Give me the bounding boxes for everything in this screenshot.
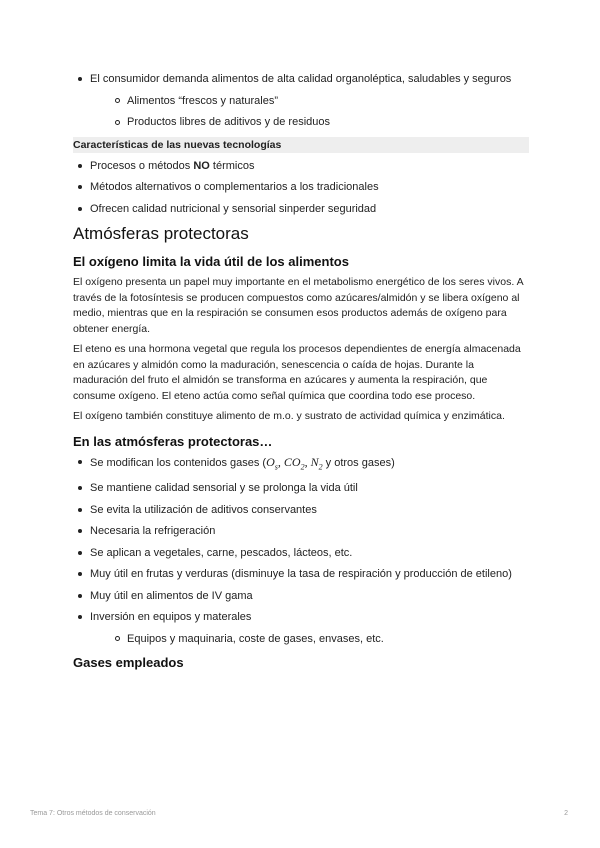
list-item: Se aplican a vegetales, carne, pescados, lácteos, etc.	[73, 546, 529, 560]
characteristics-list	[73, 159, 529, 216]
list-item: Ofrecen calidad nutricional y sensorial sinperder seguridad	[73, 202, 529, 216]
page-footer	[30, 810, 570, 817]
list-item	[73, 610, 529, 646]
protective-heading: En las atmósferas protectoras…	[73, 433, 273, 449]
section-title: Atmósferas protectoras	[73, 224, 249, 243]
characteristics-heading: Características de las nuevas tecnologías	[73, 137, 529, 153]
list-item	[73, 159, 529, 173]
consumer-list	[73, 72, 529, 129]
list-item: Necesaria la refrigeración	[73, 524, 529, 538]
paragraph: El oxígeno presenta un papel muy importante en el metabolismo energético de los seres vivos. A través de la fotosíntesis se producen compuestos como azúcares/almidón y se libera oxígeno al medio, mientras que en la respiración se consumen esos productos además de oxígeno para obtener energía.	[73, 276, 524, 335]
list-item: Métodos alternativos o complementarios a los tradicionales	[73, 180, 529, 194]
list-item: Se mantiene calidad sensorial y se prolonga la vida útil	[73, 481, 529, 495]
investment-sublist	[90, 632, 529, 646]
math-subscript: 2	[318, 461, 323, 471]
sublist-item: Equipos y maquinaria, coste de gases, envases, etc.	[90, 632, 529, 646]
paragraph: El oxígeno también constituye alimento de m.o. y sustrato de actividad química y enzimática.	[73, 410, 505, 422]
math-symbol: N	[310, 454, 319, 469]
math-formula	[266, 455, 322, 469]
list-item-text: térmicos	[209, 159, 255, 172]
math-symbol: CO	[283, 454, 301, 469]
math-subscript: 2	[300, 461, 305, 471]
protective-list	[73, 455, 529, 646]
sublist-item: Alimentos “frescos y naturales”	[90, 94, 529, 108]
list-item-text: El consumidor demanda alimentos de alta calidad organoléptica, saludables y seguros	[90, 73, 512, 85]
list-item: Muy útil en alimentos de IV gama	[73, 589, 529, 603]
math-separator: ,	[277, 454, 284, 469]
page-number: 2	[564, 810, 568, 817]
list-item-text: Procesos o métodos	[90, 159, 194, 172]
page-content	[73, 72, 529, 676]
math-subscript: s	[274, 461, 278, 471]
list-item: Se evita la utilización de aditivos conservantes	[73, 503, 529, 517]
consumer-sublist	[90, 94, 529, 130]
math-separator: ,	[304, 454, 311, 469]
list-item-text: Inversión en equipos y materales	[90, 611, 252, 624]
list-item	[73, 455, 529, 474]
list-item	[73, 72, 529, 129]
oxygen-heading: El oxígeno limita la vida útil de los alimentos	[73, 254, 349, 269]
emphasis-no: NO	[193, 159, 210, 172]
list-item-text: y otros gases)	[322, 456, 395, 469]
footer-title: Tema 7: Otros métodos de conservación	[30, 810, 156, 817]
list-item-text: Se modifican los contenidos gases (	[90, 456, 267, 469]
math-symbol: O	[266, 454, 275, 469]
sublist-item: Productos libres de aditivos y de residuos	[90, 115, 529, 129]
gases-heading: Gases empleados	[73, 654, 184, 670]
paragraph: El eteno es una hormona vegetal que regula los procesos dependientes de energía almacenada en azúcares y almidón como la maduración, senescencia o caída de hojas. Durante la maduración del fruto el almidón se transforma en azúcares y aumenta la respiración, que consume oxígeno. El eteno actúa como señal química que coordina todo ese proceso.	[73, 343, 521, 402]
list-item: Muy útil en frutas y verduras (disminuye la tasa de respiración y producción de etileno)	[73, 567, 529, 581]
